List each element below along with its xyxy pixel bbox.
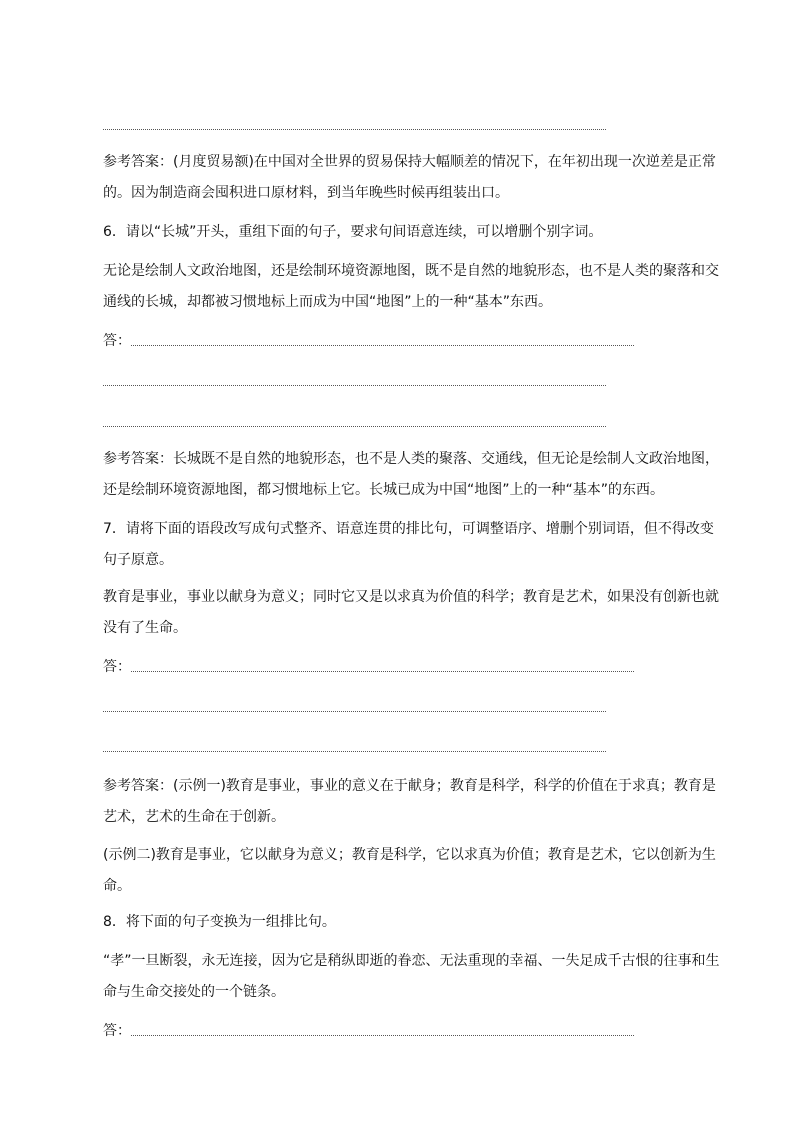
answer-line [103, 711, 606, 712]
answer-line [103, 385, 606, 386]
answer-line [131, 671, 634, 672]
answer-line [131, 345, 634, 346]
question-8: 8．将下面的句子变换为一组排比句。 [103, 914, 336, 930]
answer-label: 答： [103, 333, 131, 349]
question-6: 6．请以“长城”开头，重组下面的句子，要求句间语意连续，可以增删个别字词。 [103, 224, 603, 240]
answer-line [103, 129, 606, 130]
reference-answer-7-example-2: (示例二)教育是事业，它以献身为意义；教育是科学，它以求真为价值；教育是艺术，它以创新为生命。 [103, 847, 716, 894]
reference-answer-6: 参考答案：长城既不是自然的地貌形态，也不是人类的聚落、交通线，但无论是绘制人文政治地图，还是绘制环境资源地图，都习惯地标上它。长城已成为中国“地图”上的一种“基本”的东西。 [103, 451, 719, 498]
question-7-passage: 教育是事业，事业以献身为意义；同时它又是以求真为价值的科学；教育是艺术，如果没有创新也就没有了生命。 [103, 589, 719, 636]
question-6-passage: 无论是绘制人文政治地图，还是绘制环境资源地图，既不是自然的地貌形态，也不是人类的聚落和交通线的长城，却都被习惯地标上而成为中国“地图”上的一种“基本”东西。 [103, 263, 719, 310]
answer-label: 答： [103, 1023, 131, 1039]
answer-line [103, 426, 606, 427]
question-8-passage: “孝”一旦断裂，永无连接，因为它是稍纵即逝的眷恋、无法重现的幸福、一失足成千古恨的往事和生命与生命交接处的一个链条。 [103, 953, 720, 1000]
answer-label: 答： [103, 659, 131, 675]
question-7: 7．请将下面的语段改写成句式整齐、语意连贯的排比句，可调整语序、增删个别词语，但不得改变句子原意。 [103, 521, 714, 568]
reference-answer-5: 参考答案：(月度贸易额)在中国对全世界的贸易保持大幅顺差的情况下，在年初出现一次逆差是正常的。因为制造商会囤积进口原材料，到当年晚些时候再组装出口。 [103, 154, 716, 201]
answer-line [103, 751, 606, 752]
reference-answer-7-example-1: 参考答案：(示例一)教育是事业，事业的意义在于献身；教育是科学，科学的价值在于求真；教育是艺术，艺术的生命在于创新。 [103, 778, 716, 825]
answer-line [131, 1035, 634, 1036]
